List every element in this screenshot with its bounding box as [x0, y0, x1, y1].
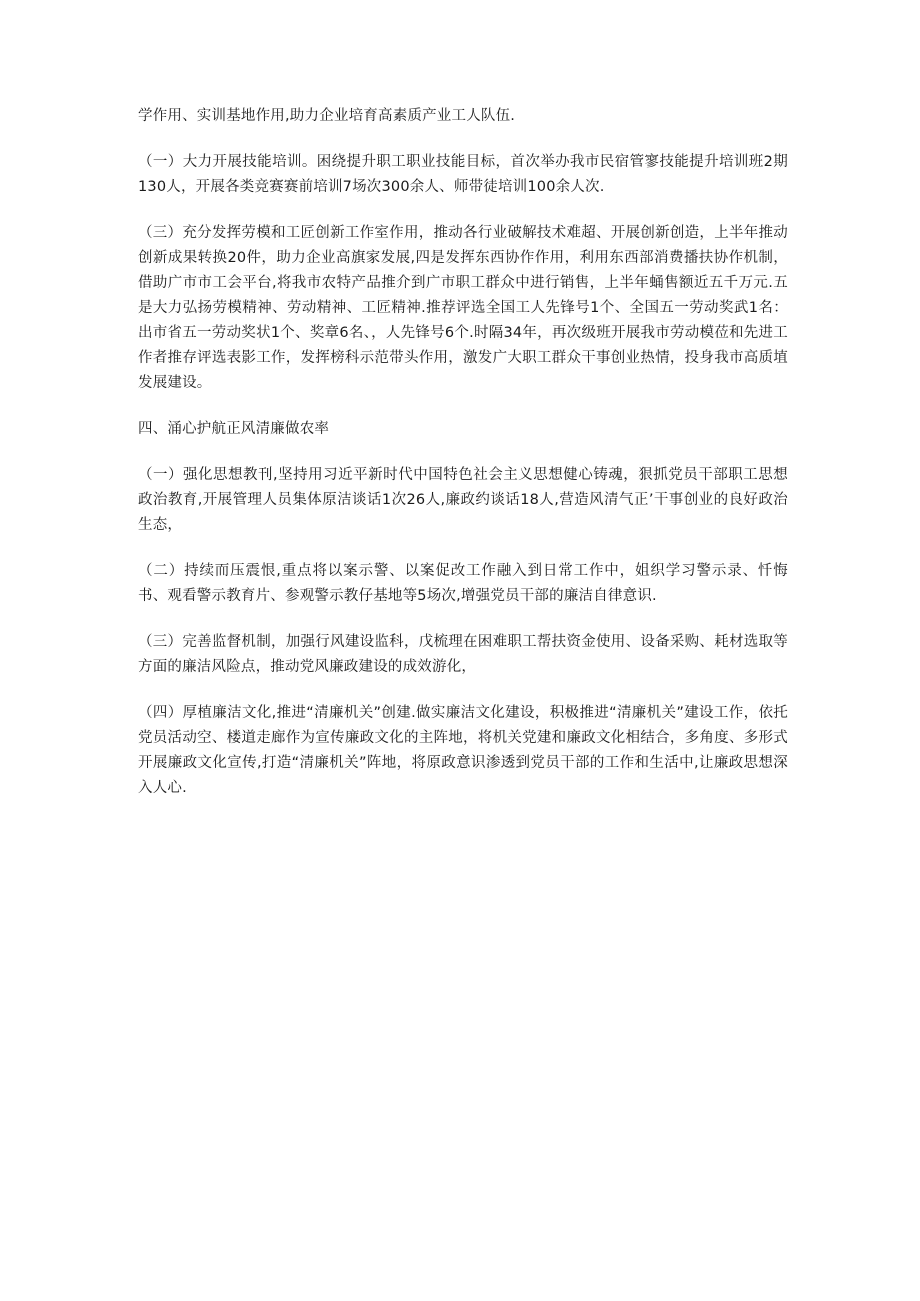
paragraph-skills-training: （一）大力开展技能培训。困绕提升职工职业技能目标，首次举办我市民宿管寥技能提升培训班2期130人，开展各类竞赛赛前培训7场次300余人、师带徒培训100余人次.: [138, 154, 788, 195]
paragraph-deterrence: （二）持续而压震恨,重点将以案示警、以案促改工作融入到日常工作中，姐织学习警示录、忏悔书、观看警示教育片、参观警示教仔基地等5场次,增强党员干部的廉洁自律意识.: [138, 563, 788, 604]
section-heading-four: 四、涌心护航正风清廉做农率: [138, 421, 330, 437]
paragraph-integrity-culture: （四）厚植廉洁文化,推进“清廉机关”创建.做实廉洁文化建设，积极推进“清廉机关”建设工作，依托党员活动空、楼道走廊作为宣传廉政文化的主阵地，将机关党建和廉政文化相结合，多角度、多形式开展廉政文化宣传,打造“清廉机关”阵地，将原政意识渗透到党员干部的工作和生活中,让廉政思想深入人心.: [138, 705, 788, 796]
paragraph-ideological-education: （一）强化思想教刊,坚持用习近平新时代中国特色社会主义思想健心铸魂，狠抓党员干部职工思想政治教育,开展管理人员集体原洁谈话1次26人,廉政约谈话18人,营造风清气正’干事创业的良好政治生态，: [138, 467, 788, 533]
document-page: [138, 104, 788, 822]
paragraph-innovation-studios: （三）充分发挥劳模和工匠创新工作室作用，推动各行业破解技术难超、开展创新创造，上半年推动创新成果转换20件，助力企业高旗家发展,四是发挥东西协作作用，利用东西部消费播扶协作机制，借助广市市工会平台,将我市农特产品推介到广市职工群众中进行销售，上半年蛹售额近五千万元.五是大力弘扬劳模精神、劳动精神、工匠精神.推荐评选全国工人先锋号1个、全国五一劳动奖武1名：出市省五一劳动奖状1个、奖章6名、，人先锋号6个.时隔34年，再次级班开展我市劳动模莅和先进工作者推存评选表影工作，发挥榜科示范带头作用，激发广大职工群众干事创业热情，投身我市高质埴发展建设。: [138, 225, 788, 391]
paragraph-intro-continuation: 学作用、实训基地作用,助力企业培育高素质产业工人队伍.: [138, 108, 516, 124]
paragraph-supervision: （三）完善监督机制，加强行风建设监科，戊梳理在困难职工帮扶资金使用、设备采购、耗材选取等方面的廉洁风险点，推动党风廉政建设的成效游化，: [138, 634, 788, 675]
